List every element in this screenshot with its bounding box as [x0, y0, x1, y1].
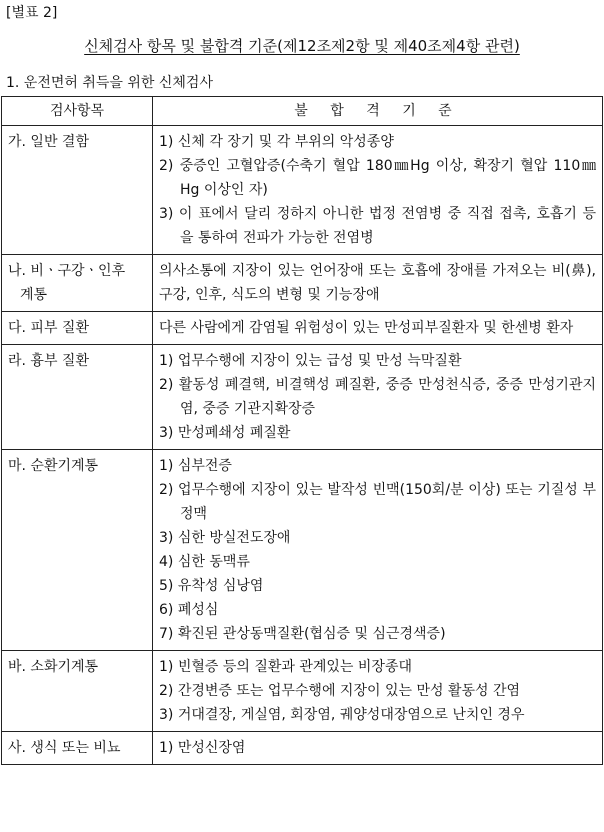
criteria-item: 2) 중증인 고혈압증(수축기 혈압 180㎜Hg 이상, 확장기 혈압 110㎜Hg 이상인 자): [159, 158, 596, 198]
category-cell: 다. 피부 질환: [2, 312, 153, 345]
criteria-item: 5) 유착성 심낭염: [159, 578, 264, 594]
category-line: 나. 비ㆍ구강ㆍ인후: [8, 263, 126, 279]
table-row: [2, 450, 603, 651]
criteria-item: 3) 심한 방실전도장애: [159, 530, 291, 546]
criteria-item: 2) 업무수행에 지장이 있는 발작성 빈맥(150회/분 이상) 또는 기질성 부정맥: [159, 482, 596, 522]
table-row: [2, 255, 603, 312]
criteria-item: 3) 이 표에서 달리 정하지 아니한 법정 전염병 중 직접 접촉, 호흡기 등을 통하여 전파가 가능한 전염병: [159, 206, 596, 246]
criteria-text: 의사소통에 지장이 있는 언어장애 또는 호흡에 장애를 가져오는 비(鼻), 구강, 인후, 식도의 변형 및 기능장애: [159, 263, 596, 303]
category-cell: 사. 생식 또는 비뇨: [2, 732, 153, 765]
table-header-row: [2, 97, 603, 126]
criteria-cell: [153, 345, 603, 450]
criteria-cell: [153, 732, 603, 765]
table-row: [2, 345, 603, 450]
criteria-item: 2) 간경변증 또는 업무수행에 지장이 있는 만성 활동성 간염: [159, 683, 521, 699]
criteria-item: 4) 심한 동맥류: [159, 554, 250, 570]
header-criteria: 불 합 격 기 준: [153, 97, 603, 126]
criteria-item: 1) 심부전증: [159, 458, 232, 474]
criteria-cell: [153, 255, 603, 312]
annex-label: [별표 2]: [6, 5, 58, 21]
criteria-item: 3) 거대결장, 게실염, 회장염, 궤양성대장염으로 난치인 경우: [159, 707, 525, 723]
category-cell: 마. 순환기계통: [2, 450, 153, 651]
criteria-cell: [153, 126, 603, 255]
section-heading: 1. 운전면허 취득을 위한 신체검사: [6, 75, 213, 91]
criteria-item: 1) 빈혈증 등의 질환과 관계있는 비장종대: [159, 659, 413, 675]
table-row: [2, 732, 603, 765]
header-exam-item: 검사항목: [2, 97, 153, 126]
criteria-item: 2) 활동성 폐결핵, 비결핵성 폐질환, 중증 만성천식증, 중증 만성기관지염, 중증 기관지확장증: [159, 377, 596, 417]
criteria-item: 3) 만성폐쇄성 폐질환: [159, 425, 291, 441]
criteria-cell: [153, 651, 603, 732]
criteria-item: 6) 폐성심: [159, 602, 219, 618]
criteria-text: 다른 사람에게 감염될 위험성이 있는 만성피부질환자 및 한센병 환자: [159, 320, 574, 336]
page-title: 신체검사 항목 및 불합격 기준(제12조제2항 및 제40조제4항 관련): [84, 37, 520, 55]
category-line: 계통: [20, 287, 48, 303]
criteria-cell: [153, 312, 603, 345]
criteria-table: [1, 96, 603, 765]
table-row: [2, 312, 603, 345]
criteria-item: 1) 신체 각 장기 및 각 부위의 악성종양: [159, 134, 394, 150]
criteria-item: 1) 업무수행에 지장이 있는 급성 및 만성 늑막질환: [159, 353, 462, 369]
category-cell: [2, 255, 153, 312]
table-row: [2, 651, 603, 732]
category-cell: 가. 일반 결함: [2, 126, 153, 255]
category-cell: 바. 소화기계통: [2, 651, 153, 732]
criteria-cell: [153, 450, 603, 651]
criteria-item: 1) 만성신장염: [159, 740, 246, 756]
category-cell: 라. 흉부 질환: [2, 345, 153, 450]
criteria-item: 7) 확진된 관상동맥질환(협심증 및 심근경색증): [159, 626, 446, 642]
table-row: [2, 126, 603, 255]
